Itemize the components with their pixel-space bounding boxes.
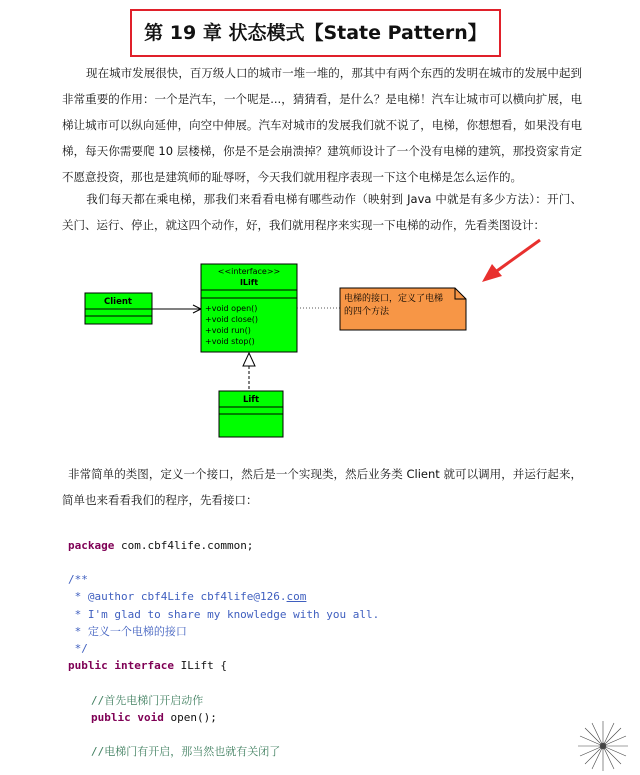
- interface-declaration: [68, 657, 227, 674]
- doc-line-2: * I'm glad to share my knowledge with you all.: [68, 608, 380, 621]
- red-annotation-arrow: [482, 240, 540, 282]
- association-arrow: [152, 305, 201, 313]
- class-diagram: [0, 230, 640, 445]
- interface-name: ILift: [239, 278, 259, 287]
- summary-paragraph: [62, 461, 582, 513]
- intro-text: 现在城市发展很快，百万级人口的城市一堆一堆的，那其中有两个东西的发明在城市的发展中起到非常重要的作用：一个是汽车，一个呢是...，猜猜看，是什么？是电梯！汽车让城市可以横向扩展，电梯让城市可以纵向延伸，向空中伸展。汽车对城市的发展我们就不说了，电梯，你想想看，如果没有电梯，每天你需要爬 10 层楼梯，你是不是会崩溃掉？建筑师设计了一个没有电梯的建筑，那投资家肯定不愿意投资，那也是建筑师的耻辱呀，今天我们就用程序表现一下这个电梯是怎么运作的。: [62, 66, 582, 184]
- doc-author: [68, 588, 306, 605]
- comment-open: //首先电梯门开启动作: [91, 694, 204, 707]
- method-open-line: [91, 709, 217, 726]
- doc-close: */: [68, 642, 88, 655]
- doc-author-text: * @author cbf4Life cbf4life@126.: [68, 590, 287, 603]
- method-run: +void run(): [205, 326, 251, 335]
- method-keyword: public void: [91, 711, 164, 724]
- summary-text: 非常简单的类图，定义一个接口，然后是一个实现类，然后业务类 Client 就可以调用，并运行起来，简单也来看看我们的程序，先看接口：: [62, 467, 582, 507]
- doc-line-3: * 定义一个电梯的接口: [68, 625, 187, 638]
- doc-open: /**: [68, 573, 88, 586]
- ilift-interface-box: [201, 264, 297, 352]
- interface-stereotype: <<interface>>: [217, 267, 281, 276]
- interface-decl-rest: ILift {: [173, 659, 227, 672]
- client-class-box: [85, 293, 152, 324]
- lift-class-box: [219, 391, 283, 437]
- client-label: Client: [104, 297, 132, 307]
- dandelion-decoration: [572, 718, 634, 774]
- interface-keyword: public interface: [68, 659, 174, 672]
- lift-label: Lift: [242, 395, 260, 405]
- realization-arrow: [243, 353, 255, 391]
- comment-close: //电梯门有开启，那当然也就有关闭了: [91, 745, 281, 758]
- method-open-text: open();: [163, 711, 217, 724]
- code-package-line: [68, 537, 253, 554]
- method-open: +void open(): [205, 304, 258, 313]
- note-line-2: 的四个方法: [344, 307, 390, 317]
- chapter-title: 第 19 章 状态模式【State Pattern】: [144, 22, 487, 44]
- method-close: +void close(): [205, 315, 259, 324]
- package-keyword: package: [68, 539, 115, 552]
- note-box: [340, 288, 466, 330]
- note-line-1: 电梯的接口，定义了电梯: [344, 294, 444, 304]
- doc-author-link[interactable]: com: [286, 590, 307, 603]
- package-name: com.cbf4life.common;: [114, 539, 254, 552]
- elevator-text: 我们每天都在乘电梯，那我们来看看电梯有哪些动作（映射到 Java 中就是有多少方法）：开门、关门、运行、停止，就这四个动作，好，我们就用程序来实现一下电梯的动作，先看类图设计：: [62, 192, 582, 232]
- method-stop: +void stop(): [205, 337, 255, 346]
- intro-paragraph: [62, 60, 582, 190]
